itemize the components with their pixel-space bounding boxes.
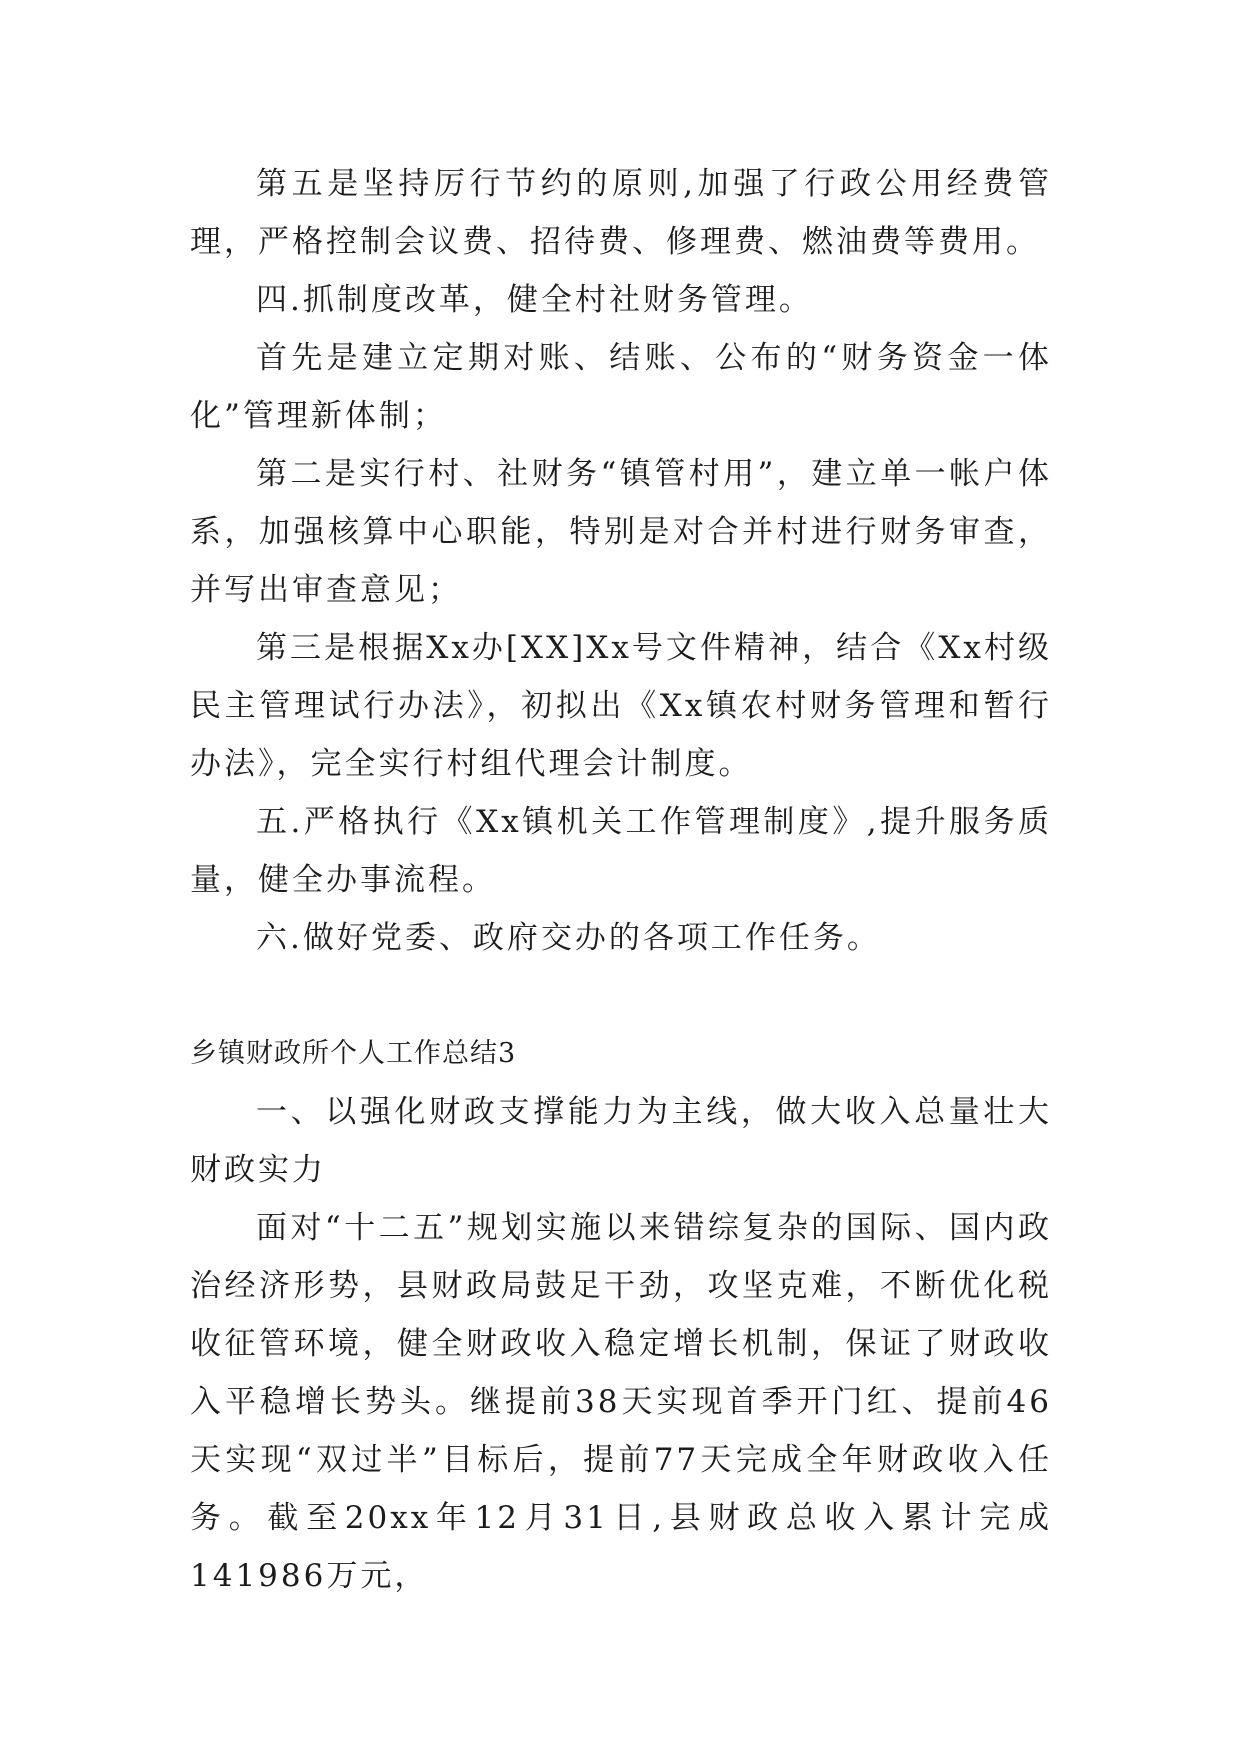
heading-assigned-tasks: 六.做好党委、政府交办的各项工作任务。 [256, 920, 881, 956]
paragraph-accounting-system: 第三是根据Xx办[XX]Xx号文件精神，结合《Xx村级民主管理试行办法》，初拟出《Xx镇农村财务管理和暂行办法》，完全实行村组代理会计制度。 [190, 630, 1052, 782]
section-heading-fiscal-capacity: 一、以强化财政支撑能力为主线，做大收入总量壮大财政实力 [190, 1094, 1052, 1188]
paragraph-reconciliation-system: 首先是建立定期对账、结账、公布的“财务资金一体化”管理新体制； [190, 340, 1052, 434]
heading-service-quality: 五.严格执行《Xx镇机关工作管理制度》,提升服务质量，健全办事流程。 [190, 804, 1052, 898]
paragraph-revenue-growth: 面对“十二五”规划实施以来错综复杂的国际、国内政治经济形势，县财政局鼓足干劲，攻坚克难，不断优化税收征管环境，健全财政收入稳定增长机制，保证了财政收入平稳增长势头。继提前38天实现首季开门红、提前46天实现“双过半”目标后，提前77天完成全年财政收入任务。截至20xx年12月31日,县财政总收入累计完成141986万元， [190, 1210, 1052, 1594]
paragraph-austerity: 第五是坚持厉行节约的原则,加强了行政公用经费管理，严格控制会议费、招待费、修理费、燃油费等费用。 [190, 166, 1052, 260]
paragraph-village-finance: 第二是实行村、社财务“镇管村用”，建立单一帐户体系，加强核算中心职能，特别是对合并村进行财务审查，并写出审查意见； [190, 456, 1052, 608]
heading-institutional-reform: 四.抓制度改革，健全村社财务管理。 [256, 282, 813, 318]
document-page [190, 155, 1052, 1605]
section-title: 乡镇财政所个人工作总结3 [190, 1038, 517, 1069]
